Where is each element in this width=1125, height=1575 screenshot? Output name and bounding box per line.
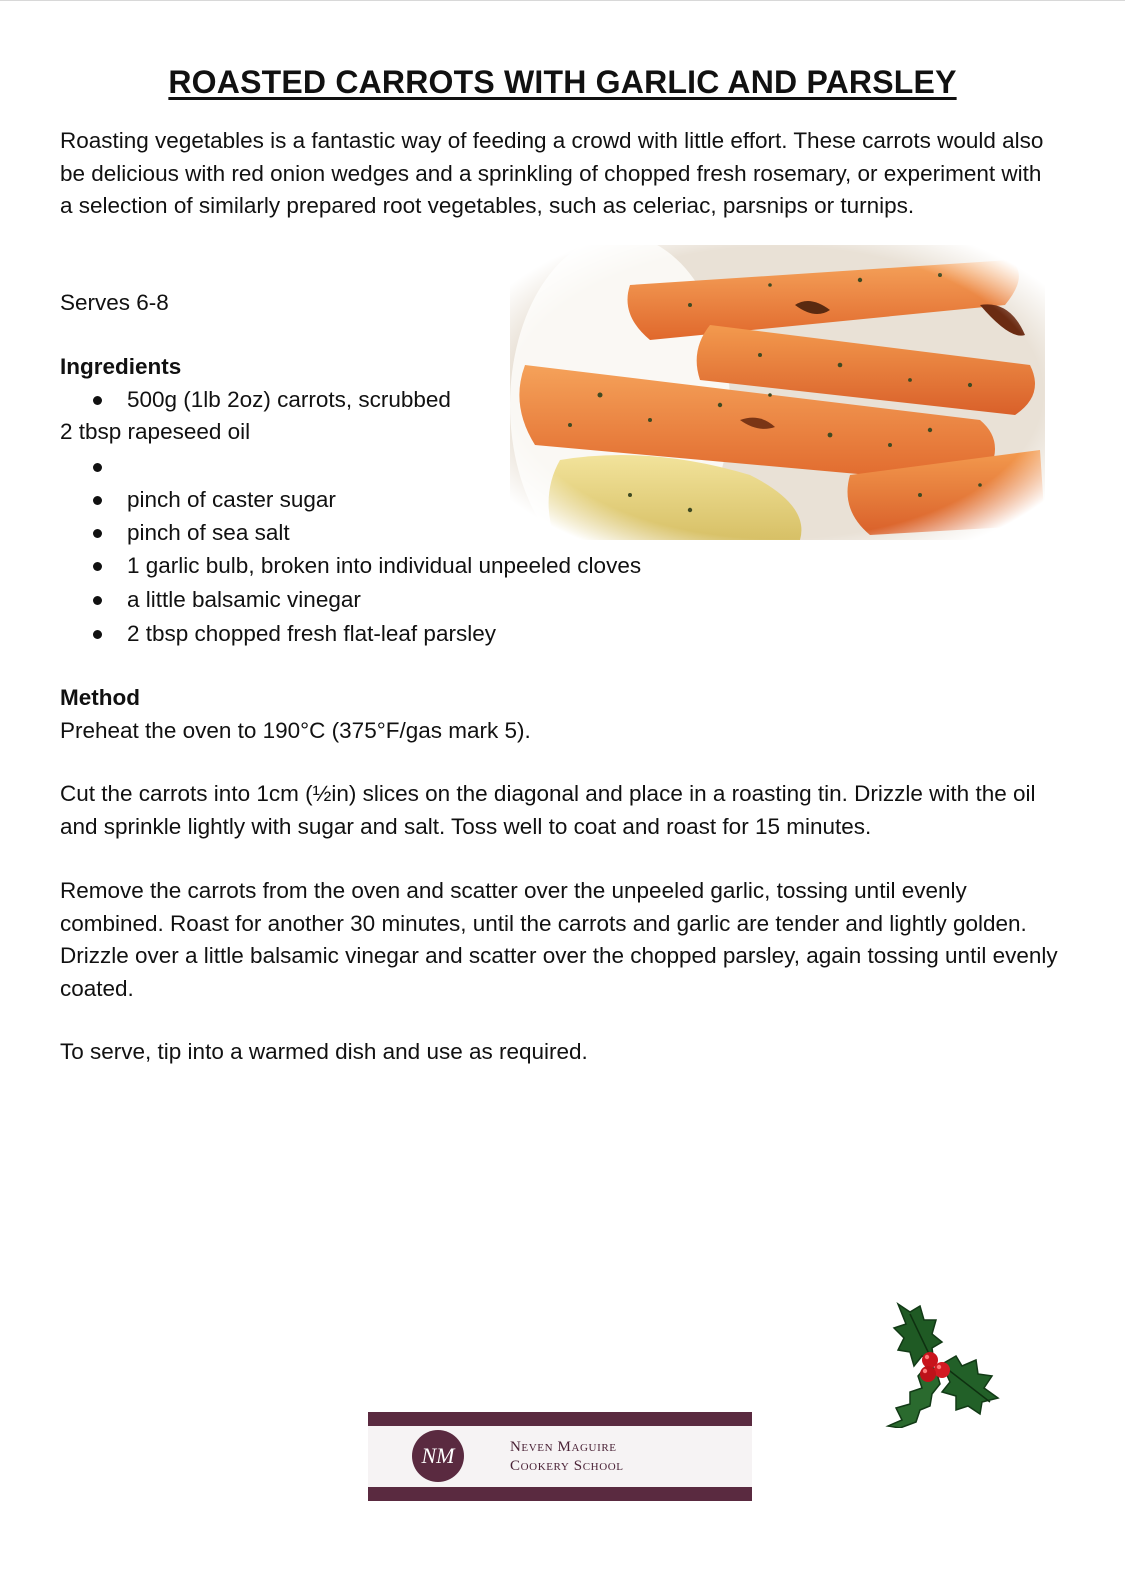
- ingredient-loose-line: 2 tbsp rapeseed oil: [60, 419, 251, 444]
- bullet-icon: [93, 562, 102, 571]
- logo-emblem: NM: [412, 1430, 464, 1482]
- method-step-2: Cut the carrots into 1cm (½in) slices on the diagonal and place in a roasting tin. Drizzle with the oil and sprinkle lightly with sugar and salt. Toss well to coat and roast for 15 minutes.: [60, 781, 1036, 839]
- top-rule: [0, 0, 1125, 1]
- ingredients-heading: Ingredients: [60, 354, 182, 379]
- bullet-icon: [93, 529, 102, 538]
- bullet-icon: [93, 630, 102, 639]
- bullet-icon: [93, 596, 102, 605]
- bullet-icon: [93, 463, 102, 472]
- roasted-carrots-photo: [510, 245, 1045, 540]
- ingredient-text: pinch of caster sugar: [127, 487, 336, 512]
- ingredient-text: 500g (1lb 2oz) carrots, scrubbed: [127, 387, 451, 412]
- method-step-1: Preheat the oven to 190°C (375°F/gas mark 5).: [60, 718, 531, 743]
- holly-icon: [880, 1298, 1010, 1428]
- serves-line: Serves 6-8: [60, 290, 169, 315]
- method-step-3: Remove the carrots from the oven and scatter over the unpeeled garlic, tossing until evenly combined. Roast for another 30 minutes, until the carrots and garlic are tender and lightly golden. Drizzle over a little balsamic vinegar and scatter over the chopped parsley, again tossing until evenly coated.: [60, 878, 1058, 1001]
- ingredient-text: 1 garlic bulb, broken into individual unpeeled cloves: [127, 553, 642, 578]
- ingredient-text: a little balsamic vinegar: [127, 587, 361, 612]
- logo-line-1: Neven Maguire: [510, 1439, 617, 1455]
- logo-text: [510, 1438, 624, 1476]
- ingredient-text: 2 tbsp chopped fresh flat-leaf parsley: [127, 621, 496, 646]
- method-heading: Method: [60, 685, 140, 710]
- logo-top-band: [368, 1412, 752, 1426]
- logo-line-2: Cookery School: [510, 1458, 624, 1474]
- recipe-intro: Roasting vegetables is a fantastic way of feeding a crowd with little effort. These carrots would also be delicious with red onion wedges and a sprinkling of chopped fresh rosemary, or experiment with a selection of similarly prepared root vegetables, such as celeriac, parsnips or turnips.: [60, 128, 1044, 218]
- bullet-icon: [93, 396, 102, 405]
- logo-bottom-band: [368, 1487, 752, 1501]
- bullet-icon: [93, 496, 102, 505]
- recipe-title: ROASTED CARROTS WITH GARLIC AND PARSLEY: [168, 64, 957, 100]
- cookery-school-logo: [368, 1412, 752, 1501]
- ingredient-text: pinch of sea salt: [127, 520, 290, 545]
- method-step-4: To serve, tip into a warmed dish and use as required.: [60, 1039, 588, 1064]
